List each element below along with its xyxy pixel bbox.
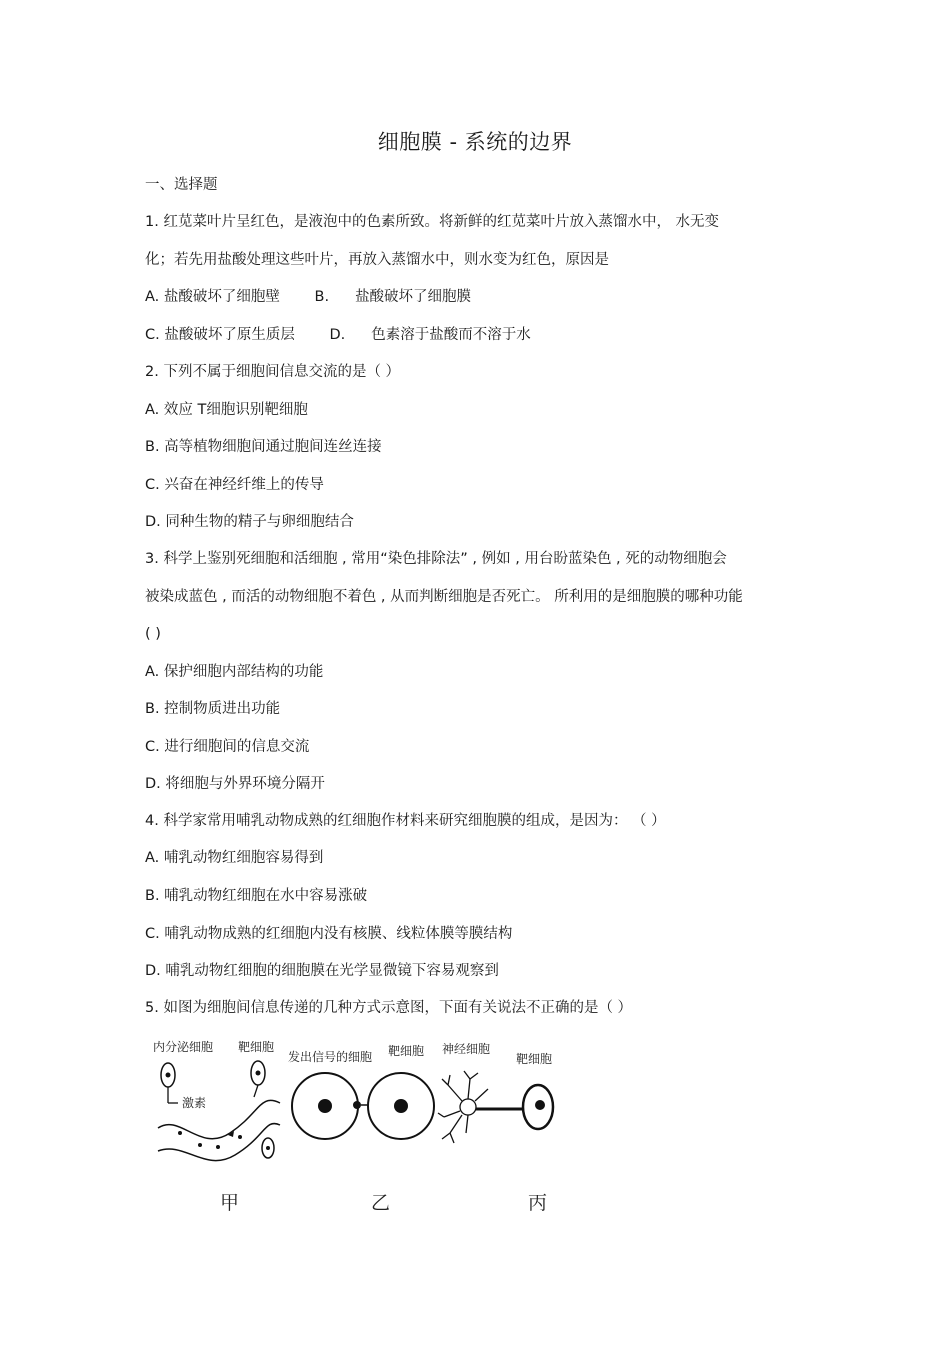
q3-option-a: A. 保护细胞内部结构的功能 [145,664,324,680]
q3-option-b: B. 控制物质进出功能 [145,701,281,717]
q4-stem: 4. 科学家常用哺乳动物成熟的红细胞作材料来研究细胞膜的组成，是因为： （ ） [145,813,666,829]
page-title: 细胞膜 - 系统的边界 [377,130,573,154]
hormone-label: 激素 [182,1096,207,1110]
q4-option-c: C. 哺乳动物成熟的红细胞内没有核膜、线粒体膜等膜结构 [145,926,513,942]
neuron [438,1071,522,1143]
panel-jia [153,1039,280,1214]
yi-target-cell-label: 靶细胞 [388,1044,425,1058]
q1-stem-line2: 化；若先用盐酸处理这些叶片，再放入蒸馏水中，则水变为红色，原因是 [145,252,609,268]
cell-signaling-diagram [150,1033,570,1223]
blood-vessel-lower [158,1124,280,1161]
signal-molecule [353,1101,361,1109]
panel-yi-label: 乙 [371,1192,391,1214]
q3-stem-line3: ( ) [145,626,161,642]
q3-option-c: C. 进行细胞间的信息交流 [145,739,310,755]
q1-option-d-letter: D. [329,327,346,343]
q1-option-d [329,325,530,345]
panel-jia-label: 甲 [220,1192,240,1214]
endocrine-cell-label: 内分泌细胞 [153,1040,214,1054]
endocrine-nucleus [166,1073,171,1078]
q1-option-b [315,287,472,307]
cell-signaling-figure [150,1033,570,1223]
section-heading: 一、选择题 [145,177,218,193]
q3-stem-line1: 3. 科学上鉴别死细胞和活细胞 , 常用“染色排除法” , 例如 , 用台盼蓝染色 , 死的动物细胞会 [145,551,727,567]
q1-options-cd [145,325,531,345]
sender-cell-label: 发出信号的细胞 [288,1050,373,1064]
q2-option-a: A. 效应 T细胞识别靶细胞 [145,402,308,418]
q1-option-c: C. 盐酸破坏了原生质层 [145,327,295,343]
bing-target-nucleus [535,1100,545,1110]
neuron-label: 神经细胞 [442,1042,491,1056]
q3-option-d: D. 将细胞与外界环境分隔开 [145,776,325,792]
q1-option-b-letter: B. [314,289,330,305]
panel-bing-label: 丙 [528,1192,548,1214]
q4-option-d: D. 哺乳动物红细胞的细胞膜在光学显微镜下容易观察到 [145,963,499,979]
q3-stem-line2: 被染成蓝色 , 而活的动物细胞不着色 , 从而判断细胞是否死亡。 所利用的是细胞膜的哪种功能 [145,589,743,605]
q5-stem: 5. 如图为细胞间信息传递的几种方式示意图，下面有关说法不正确的是（ ） [145,1000,633,1016]
q2-option-b: B. 高等植物细胞间通过胞间连丝连接 [145,439,382,455]
q4-option-b: B. 哺乳动物红细胞在水中容易涨破 [145,888,368,904]
sender-nucleus [318,1099,332,1113]
q1-stem-line1: 1. 红苋菜叶片呈红色，是液泡中的色素所致。将新鲜的红苋菜叶片放入蒸馏水中， 水无变 [145,214,720,230]
panel-bing [438,1041,553,1214]
q4-option-a: A. 哺乳动物红细胞容易得到 [145,850,324,866]
q1-option-d-text: 色素溶于盐酸而不溶于水 [371,327,531,343]
q1-options-ab [145,287,471,307]
yi-target-nucleus [394,1099,408,1113]
panel-yi [288,1043,434,1214]
jia-target-cell-label: 靶细胞 [238,1040,275,1054]
bing-target-cell-label: 靶细胞 [516,1052,553,1066]
q2-stem: 2. 下列不属于细胞间信息交流的是（ ） [145,364,401,380]
q2-option-d: D. 同种生物的精子与卵细胞结合 [145,514,354,530]
q2-option-c: C. 兴奋在神经纤维上的传导 [145,477,324,493]
q1-option-b-text: 盐酸破坏了细胞膜 [355,289,472,305]
q1-option-a: A. 盐酸破坏了细胞壁 [145,289,280,305]
